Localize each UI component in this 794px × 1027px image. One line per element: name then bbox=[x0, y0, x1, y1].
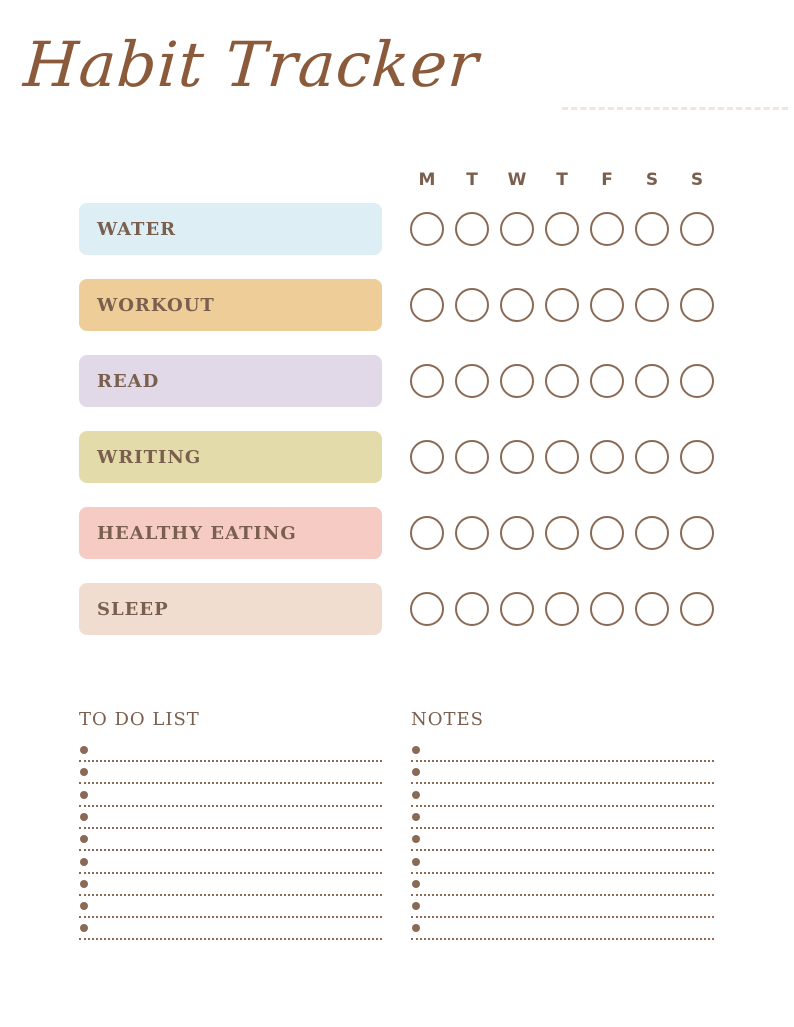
todo-line[interactable] bbox=[79, 858, 382, 874]
bullet-icon bbox=[80, 880, 88, 888]
habit-day-checkbox[interactable] bbox=[455, 288, 489, 322]
day-header-0: M bbox=[418, 170, 436, 190]
notes-line[interactable] bbox=[411, 902, 714, 918]
habit-day-checkbox[interactable] bbox=[455, 440, 489, 474]
bullet-icon bbox=[412, 746, 420, 754]
habit-checkbox-row bbox=[410, 288, 716, 322]
habit-day-checkbox[interactable] bbox=[590, 288, 624, 322]
habit-day-checkbox[interactable] bbox=[545, 440, 579, 474]
day-header-4: F bbox=[601, 170, 613, 190]
habit-day-checkbox[interactable] bbox=[410, 288, 444, 322]
bullet-icon bbox=[80, 768, 88, 776]
notes-title: NOTES bbox=[411, 709, 484, 730]
bullet-icon bbox=[80, 791, 88, 799]
habit-day-checkbox[interactable] bbox=[680, 212, 714, 246]
habit-day-checkbox[interactable] bbox=[545, 212, 579, 246]
habit-day-checkbox[interactable] bbox=[680, 592, 714, 626]
todo-line[interactable] bbox=[79, 880, 382, 896]
todo-line[interactable] bbox=[79, 768, 382, 784]
notes-line[interactable] bbox=[411, 880, 714, 896]
habit-day-checkbox[interactable] bbox=[545, 592, 579, 626]
notes-line[interactable] bbox=[411, 835, 714, 851]
todo-line[interactable] bbox=[79, 813, 382, 829]
title-decoration-line bbox=[562, 107, 788, 110]
habit-day-checkbox[interactable] bbox=[680, 288, 714, 322]
habit-day-checkbox[interactable] bbox=[500, 212, 534, 246]
habit-day-checkbox[interactable] bbox=[590, 592, 624, 626]
habit-label-workout: WORKOUT bbox=[79, 279, 382, 331]
bullet-icon bbox=[80, 813, 88, 821]
day-header-2: W bbox=[507, 170, 527, 190]
notes-line[interactable] bbox=[411, 813, 714, 829]
habit-checkbox-row bbox=[410, 212, 716, 246]
habit-day-checkbox[interactable] bbox=[500, 516, 534, 550]
notes-line[interactable] bbox=[411, 746, 714, 762]
habit-day-checkbox[interactable] bbox=[500, 364, 534, 398]
bullet-icon bbox=[412, 902, 420, 910]
habit-day-checkbox[interactable] bbox=[410, 212, 444, 246]
habit-day-checkbox[interactable] bbox=[635, 592, 669, 626]
habit-label-water: WATER bbox=[79, 203, 382, 255]
bullet-icon bbox=[412, 791, 420, 799]
habit-day-checkbox[interactable] bbox=[545, 364, 579, 398]
bullet-icon bbox=[80, 858, 88, 866]
day-header-6: S bbox=[690, 170, 704, 190]
habit-day-checkbox[interactable] bbox=[545, 516, 579, 550]
habit-day-checkbox[interactable] bbox=[410, 364, 444, 398]
habit-day-checkbox[interactable] bbox=[455, 592, 489, 626]
bullet-icon bbox=[412, 924, 420, 932]
habit-day-checkbox[interactable] bbox=[545, 288, 579, 322]
bullet-icon bbox=[80, 924, 88, 932]
habit-label-read: READ bbox=[79, 355, 382, 407]
bullet-icon bbox=[412, 858, 420, 866]
habit-day-checkbox[interactable] bbox=[410, 440, 444, 474]
habit-day-checkbox[interactable] bbox=[590, 364, 624, 398]
notes-line[interactable] bbox=[411, 768, 714, 784]
habit-day-checkbox[interactable] bbox=[455, 516, 489, 550]
habit-day-checkbox[interactable] bbox=[635, 440, 669, 474]
todo-line[interactable] bbox=[79, 746, 382, 762]
habit-day-checkbox[interactable] bbox=[590, 516, 624, 550]
habit-day-checkbox[interactable] bbox=[590, 440, 624, 474]
bullet-icon bbox=[80, 746, 88, 754]
habit-day-checkbox[interactable] bbox=[455, 364, 489, 398]
day-headers bbox=[410, 170, 716, 196]
habit-day-checkbox[interactable] bbox=[635, 212, 669, 246]
notes-line[interactable] bbox=[411, 858, 714, 874]
habit-day-checkbox[interactable] bbox=[635, 288, 669, 322]
todo-line[interactable] bbox=[79, 835, 382, 851]
bullet-icon bbox=[80, 835, 88, 843]
bullet-icon bbox=[412, 880, 420, 888]
habit-day-checkbox[interactable] bbox=[410, 516, 444, 550]
habit-day-checkbox[interactable] bbox=[680, 516, 714, 550]
day-header-5: S bbox=[645, 170, 659, 190]
day-header-1: T bbox=[466, 170, 478, 190]
habit-label-writing: WRITING bbox=[79, 431, 382, 483]
habit-label-healthy-eating: HEALTHY EATING bbox=[79, 507, 382, 559]
todo-line[interactable] bbox=[79, 924, 382, 940]
habit-day-checkbox[interactable] bbox=[455, 212, 489, 246]
bullet-icon bbox=[412, 813, 420, 821]
bullet-icon bbox=[80, 902, 88, 910]
day-header-3: T bbox=[556, 170, 568, 190]
habit-day-checkbox[interactable] bbox=[590, 212, 624, 246]
bullet-icon bbox=[412, 768, 420, 776]
page-title: Habit Tracker bbox=[21, 28, 482, 101]
habit-checkbox-row bbox=[410, 516, 716, 550]
habit-label-sleep: SLEEP bbox=[79, 583, 382, 635]
bullet-icon bbox=[412, 835, 420, 843]
habit-checkbox-row bbox=[410, 364, 716, 398]
habit-day-checkbox[interactable] bbox=[500, 440, 534, 474]
habit-checkbox-row bbox=[410, 440, 716, 474]
habit-day-checkbox[interactable] bbox=[680, 364, 714, 398]
habit-day-checkbox[interactable] bbox=[410, 592, 444, 626]
notes-line[interactable] bbox=[411, 791, 714, 807]
notes-line[interactable] bbox=[411, 924, 714, 940]
habit-day-checkbox[interactable] bbox=[635, 364, 669, 398]
todo-line[interactable] bbox=[79, 791, 382, 807]
habit-day-checkbox[interactable] bbox=[680, 440, 714, 474]
todo-line[interactable] bbox=[79, 902, 382, 918]
habit-day-checkbox[interactable] bbox=[500, 592, 534, 626]
todo-list-title: TO DO LIST bbox=[79, 709, 200, 730]
habit-checkbox-row bbox=[410, 592, 716, 626]
habit-day-checkbox[interactable] bbox=[635, 516, 669, 550]
habit-day-checkbox[interactable] bbox=[500, 288, 534, 322]
